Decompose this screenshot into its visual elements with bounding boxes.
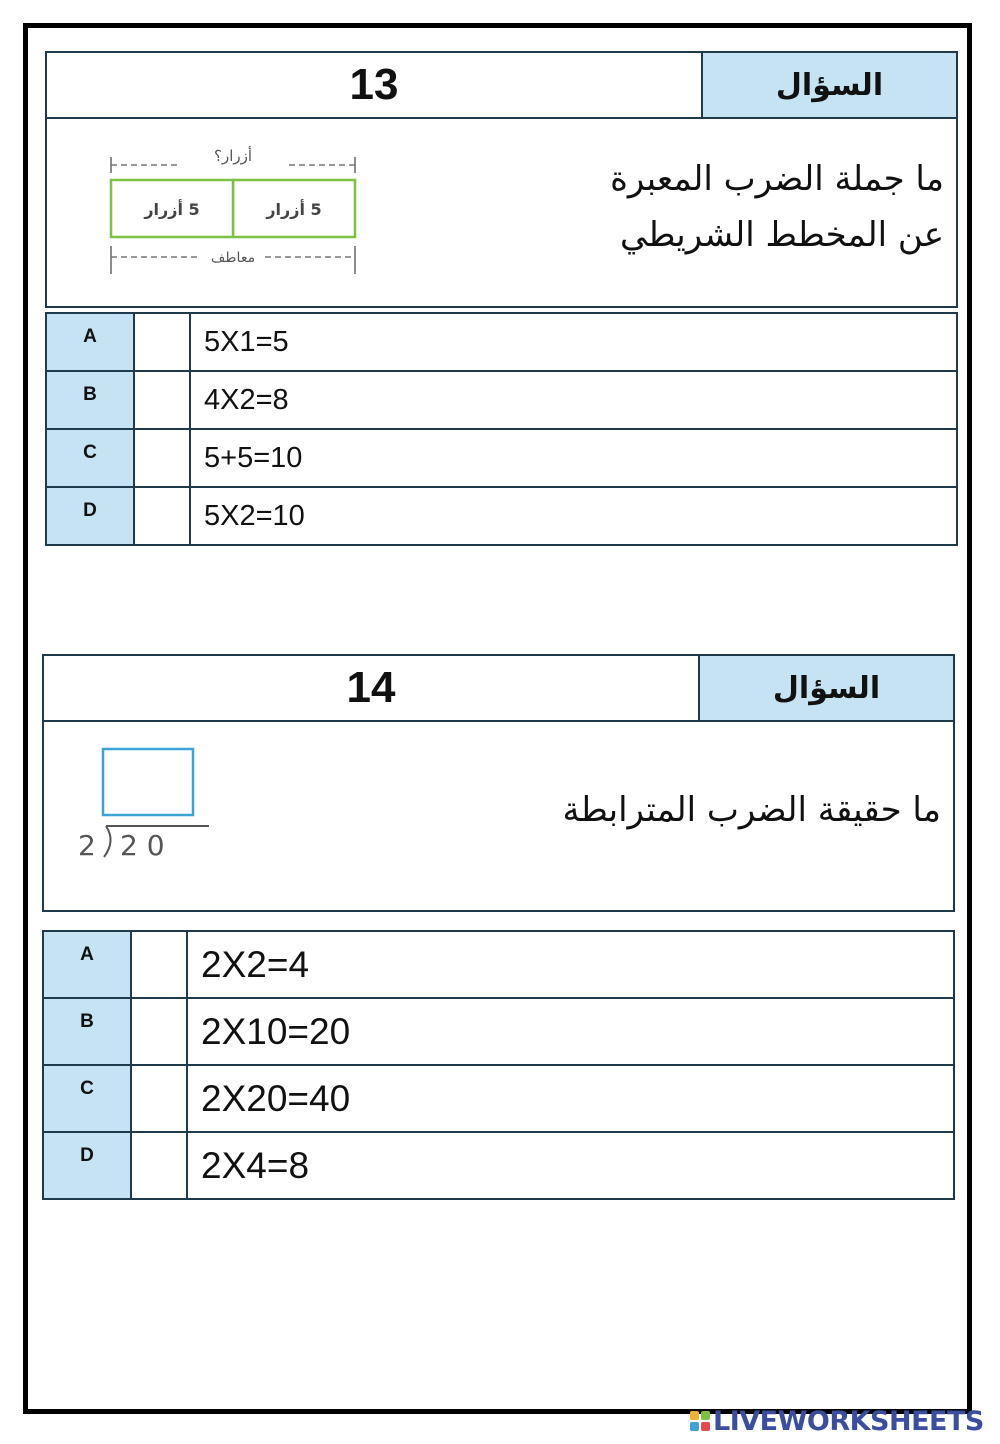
- answer-letter: D: [43, 1132, 131, 1199]
- question-number: 13: [349, 60, 399, 109]
- answer-row-b[interactable]: [46, 371, 957, 429]
- long-division-diagram: [74, 744, 214, 874]
- question-label: السؤال: [698, 656, 953, 720]
- question-text-line: ما جملة الضرب المعبرة: [610, 159, 944, 199]
- question-label: السؤال: [701, 53, 956, 117]
- question-13-block: [45, 51, 958, 544]
- question-text-line: عن المخطط الشريطي: [620, 215, 944, 255]
- answer-box: [103, 749, 193, 815]
- answer-letter: A: [46, 313, 134, 371]
- question-13-header: [45, 51, 958, 119]
- bar-cell-label-right: 5 أزرار: [266, 200, 322, 219]
- answer-selector[interactable]: [131, 931, 187, 998]
- answer-selector[interactable]: [134, 429, 190, 487]
- answer-letter: C: [46, 429, 134, 487]
- liveworksheets-logo: [690, 1404, 984, 1438]
- answer-row-d[interactable]: [43, 1132, 954, 1199]
- diagram-top-label: أزرار؟: [213, 147, 253, 165]
- answer-text: 4X2=8: [190, 371, 957, 429]
- answer-selector[interactable]: [131, 1065, 187, 1132]
- question-13-answers: [45, 312, 958, 546]
- question-14-header: [42, 654, 955, 722]
- answer-text: 2X20=40: [187, 1065, 954, 1132]
- answer-selector[interactable]: [134, 487, 190, 545]
- dividend: 2 0: [120, 829, 165, 862]
- answer-text: 5X1=5: [190, 313, 957, 371]
- answer-selector[interactable]: [131, 1132, 187, 1199]
- liveworksheets-icon: [690, 1411, 710, 1431]
- question-14-body: [42, 722, 955, 912]
- question-text-line: ما حقيقة الضرب المترابطة: [562, 790, 941, 830]
- answer-text: 2X10=20: [187, 998, 954, 1065]
- answer-letter: A: [43, 931, 131, 998]
- answer-row-c[interactable]: [46, 429, 957, 487]
- question-14-block: [42, 654, 955, 1199]
- answer-text: 2X2=4: [187, 931, 954, 998]
- answer-row-a[interactable]: [46, 313, 957, 371]
- bar-cell-label-left: 5 أزرار: [144, 200, 200, 219]
- answer-selector[interactable]: [134, 371, 190, 429]
- divisor: 2: [78, 829, 96, 862]
- question-number: 14: [346, 663, 396, 712]
- answer-letter: D: [46, 487, 134, 545]
- answer-selector[interactable]: [131, 998, 187, 1065]
- bar-model-diagram: [105, 139, 365, 289]
- question-14-answers: [42, 930, 955, 1200]
- answer-text: 5X2=10: [190, 487, 957, 545]
- answer-row-a[interactable]: [43, 931, 954, 998]
- question-14-text: [563, 782, 941, 838]
- answer-letter: B: [43, 998, 131, 1065]
- answer-row-b[interactable]: [43, 998, 954, 1065]
- answer-letter: C: [43, 1065, 131, 1132]
- answer-selector[interactable]: [134, 313, 190, 371]
- answer-text: 5+5=10: [190, 429, 957, 487]
- answer-letter: B: [46, 371, 134, 429]
- answer-text: 2X4=8: [187, 1132, 954, 1199]
- question-13-text: [610, 151, 944, 263]
- liveworksheets-wordmark: LIVEWORKSHEETS: [713, 1405, 984, 1437]
- answer-row-d[interactable]: [46, 487, 957, 545]
- answer-row-c[interactable]: [43, 1065, 954, 1132]
- diagram-bottom-label: معاطف: [210, 250, 256, 266]
- question-13-body: [45, 119, 958, 308]
